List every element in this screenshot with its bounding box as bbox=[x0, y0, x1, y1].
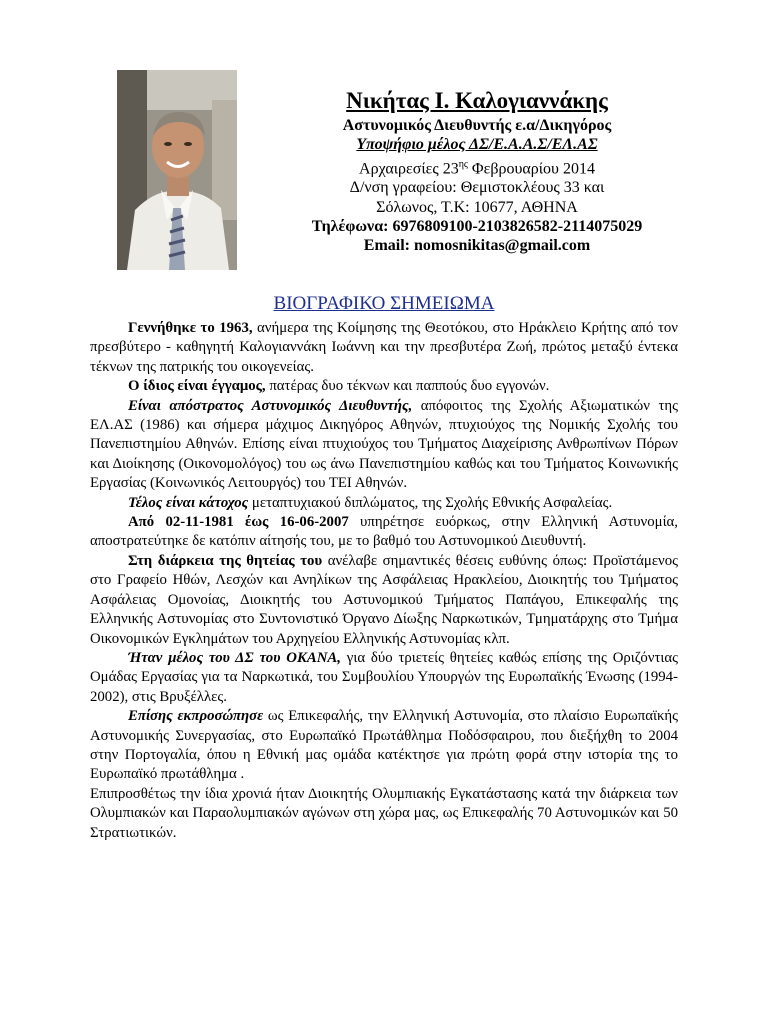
bio-paragraph-postgraduate bbox=[90, 494, 678, 513]
bio-heading: ΒΙΟΓΡΑΦΙΚΟ ΣΗΜΕΙΩΜΑ bbox=[273, 293, 495, 314]
biography-text bbox=[90, 319, 678, 843]
bio-lead: Στη διάρκεια της θητείας του bbox=[128, 552, 323, 569]
bio-paragraph-okana bbox=[90, 649, 678, 707]
bio-paragraph-birth bbox=[90, 319, 678, 377]
bio-text: για δύο τριετείς θητείες καθώς επίσης της Οριζόντιας Ομάδας Εργασίας για τα Ναρκωτικά, του Συμβουλίου Υπουργών της Ευρωπαϊκής Ένωσης (1994-2002), στις Βρυξέλλες. bbox=[90, 649, 678, 705]
bio-paragraph-positions bbox=[90, 552, 678, 649]
bio-text: πατέρας δυο τέκνων και παππούς δυο εγγονών. bbox=[265, 378, 550, 395]
email-address[interactable]: Email: nomosnikitas@gmail.com bbox=[363, 237, 591, 255]
bio-text: μεταπτυχιακού διπλώματος, της Σχολής Εθνικής Ασφαλείας. bbox=[248, 494, 613, 511]
bio-text: ανήμερα της Κοίμησης της Θεοτόκου, στο Ηράκλειο Κρήτης από τον πρεσβύτερο - καθηγητή Καλογιαννάκη Ιωάννη και την πρεσβυτέρα Ζωή, πρώτος μεταξύ έντεκα τέκνων της πατρικής του οικογενείας. bbox=[90, 320, 678, 375]
phone-numbers: Τηλέφωνα: 6976809100-2103826582-2114075029 bbox=[311, 217, 643, 235]
bio-paragraph-education bbox=[90, 397, 678, 494]
bio-lead: Ο ίδιος είναι έγγαμος, bbox=[128, 378, 266, 395]
portrait-photo bbox=[117, 70, 237, 270]
elections-line bbox=[262, 155, 692, 179]
bio-lead: Ήταν μέλος του ΔΣ του ΟΚΑΝΑ, bbox=[128, 649, 341, 666]
office-address-line1: Δ/νση γραφείου: Θεμιστοκλέους 33 και bbox=[349, 179, 605, 197]
bio-text: ως Επικεφαλής, την Ελληνική Αστυνομία, στο πλαίσιο Ευρωπαϊκής Αστυνομικής Συνεργασίας, στο Ευρωπαϊκό Πρωτάθλημα Ποδόσφαιρου, που διεξήχθη το 2004 στην Πορτογαλία, όπου η Εθνική μας ομάδα κατέκτησε για πρώτη φορά στην ιστορία της το Ευρωπαϊκό πρωτάθλημα . bbox=[90, 708, 678, 783]
bio-lead: Από 02-11-1981 έως 16-06-2007 bbox=[128, 514, 349, 531]
bio-text: υπηρέτησε ευόρκως, στην Ελληνική Αστυνομία, αποστρατεύτηκε δε κατόπιν αίτησής του, με το βαθμό του Αστυνομικού Διευθυντή. bbox=[90, 514, 679, 550]
bio-lead: Είναι απόστρατος Αστυνομικός Διευθυντής, bbox=[128, 397, 413, 414]
bio-lead: Επίσης εκπροσώπησε bbox=[128, 708, 264, 725]
bio-text: ανέλαβε σημαντικές θέσεις ευθύνης όπως: Προϊστάμενος στο Γραφείο Ηθών, Λεσχών και Ανηλίκων της Ασφάλειας Ηρακλείου, Διοικητής του Τμήματος Ασφάλειας Ομονοίας, Διοικητής του Αστυνομικού Τμήματος Παπάγου, Επικεφαλής της Ελληνικής Αστυνομίας στο Συντονιστικό Όργανο Δίωξης Ναρκωτικών, Τμηματάρχης στο Τμήμα Οικονομικών Εγκλημάτων του Αρχηγείου Ελληνικής Αστυνομίας κλπ. bbox=[90, 552, 678, 647]
bio-paragraph-olympics: Επιπροσθέτως την ίδια χρονιά ήταν Διοικητής Ολυμπιακής Εγκατάστασης κατά την διάρκεια των Ολυμπιακών και Παραολυμπιακών αγώνων στη χώρα μας, ως Επικεφαλής 70 Αστυνομικών και 50 Στρατιωτικών. bbox=[90, 785, 678, 841]
candidacy-line: Υποψήφιο μέλος ΔΣ/Ε.Α.Α.Σ/ΕΛ.ΑΣ bbox=[356, 136, 598, 154]
elections-ordinal: ης bbox=[458, 158, 468, 170]
elections-month: Φεβρουαρίου 2014 bbox=[467, 159, 595, 177]
bio-paragraph-service bbox=[90, 513, 678, 552]
person-name: Νικήτας Ι. Καλογιαννάκης bbox=[346, 88, 608, 113]
bio-lead: Τέλος είναι κάτοχος bbox=[128, 494, 249, 511]
bio-text: απόφοιτος της Σχολής Αξιωματικών της ΕΛ.ΑΣ (1986) και σήμερα μάχιμος Δικηγόρος Αθηνών, πτυχιούχος της Νομικής Σχολής του Πανεπιστημίου Αθηνών. Επίσης είναι πτυχιούχος του Τμήματος Διαχείρισης Ανθρωπίνων Πόρων και Διοίκησης (Οικονομολόγος) του ως άνω Πανεπιστημίου καθώς και του Τμήματος Κοινωνικής Εργασίας (Κοινωνικός Λειτουργός) του ΤΕΙ Αθηνών. bbox=[90, 397, 678, 492]
elections-date: Αρχαιρεσίες 23 bbox=[359, 159, 459, 177]
bio-paragraph-euro2004 bbox=[90, 707, 678, 785]
bio-paragraph-family bbox=[90, 377, 678, 396]
bio-lead: Γεννήθηκε το 1963, bbox=[128, 320, 253, 336]
professional-title: Αστυνομικός Διευθυντής ε.α/Δικηγόρος bbox=[342, 117, 612, 134]
office-address-line2: Σόλωνος, Τ.Κ: 10677, ΑΘΗΝΑ bbox=[376, 198, 578, 216]
contact-header bbox=[262, 86, 692, 255]
